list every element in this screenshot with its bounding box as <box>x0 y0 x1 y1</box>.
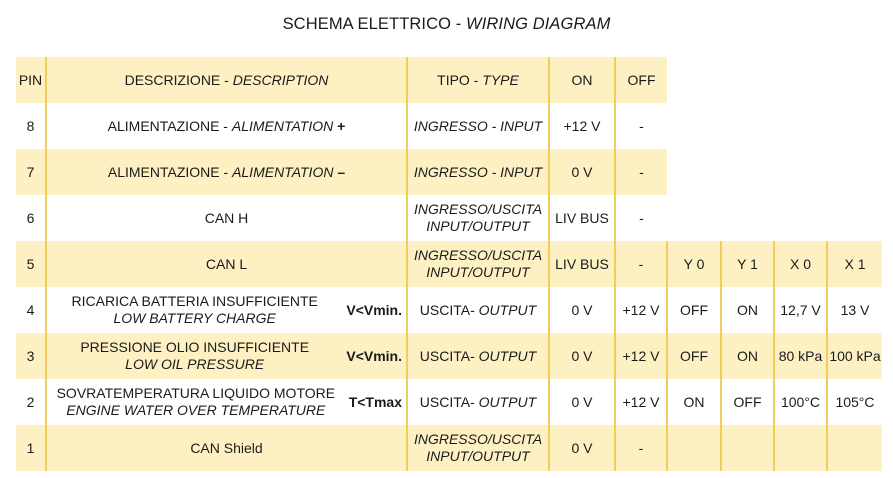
type-cell: USCITA- OUTPUT <box>407 379 549 425</box>
type-cell: INGRESSO - INPUT <box>407 149 549 195</box>
table-row <box>16 103 882 149</box>
header-type: TIPO - TYPE <box>407 57 549 103</box>
off-cell: - <box>615 241 667 287</box>
wiring-table <box>16 57 882 471</box>
on-cell: 0 V <box>549 425 615 471</box>
on-cell: 0 V <box>549 333 615 379</box>
type-cell: INGRESSO/USCITA INPUT/OUTPUT <box>407 425 549 471</box>
off-cell: +12 V <box>615 379 667 425</box>
off-cell: - <box>615 149 667 195</box>
pin-cell: 2 <box>16 379 46 425</box>
x0-header: X 0 <box>774 241 827 287</box>
x1-cell <box>827 425 882 471</box>
description-cell: CAN L <box>46 241 407 287</box>
off-cell: - <box>615 195 667 241</box>
table-header-row <box>16 57 882 103</box>
y1-cell: ON <box>721 287 774 333</box>
off-cell: +12 V <box>615 287 667 333</box>
table-row <box>16 241 882 287</box>
x1-cell: 13 V <box>827 287 882 333</box>
type-cell: USCITA- OUTPUT <box>407 287 549 333</box>
header-off: OFF <box>615 57 667 103</box>
on-cell: +12 V <box>549 103 615 149</box>
x1-cell: 105°C <box>827 379 882 425</box>
condition-label: V<Vmin. <box>346 301 402 318</box>
table-row <box>16 425 882 471</box>
pin-cell: 6 <box>16 195 46 241</box>
header-pin: PIN <box>16 57 46 103</box>
on-cell: 0 V <box>549 287 615 333</box>
y1-cell <box>721 425 774 471</box>
off-cell: - <box>615 425 667 471</box>
x0-cell: 80 kPa <box>774 333 827 379</box>
description-cell: ALIMENTAZIONE - ALIMENTATION – <box>46 149 407 195</box>
pin-cell: 3 <box>16 333 46 379</box>
off-cell: +12 V <box>615 333 667 379</box>
pin-cell: 4 <box>16 287 46 333</box>
table-row <box>16 149 882 195</box>
x0-cell: 12,7 V <box>774 287 827 333</box>
page-title: SCHEMA ELETTRICO - WIRING DIAGRAM <box>282 15 611 33</box>
description-cell: RICARICA BATTERIA INSUFFICIENTE LOW BATTERY CHARGE V<Vmin. <box>46 287 407 333</box>
description-cell: ALIMENTAZIONE - ALIMENTATION + <box>46 103 407 149</box>
y0-cell: OFF <box>667 333 721 379</box>
description-cell: CAN H <box>46 195 407 241</box>
type-cell: INGRESSO/USCITA INPUT/OUTPUT <box>407 195 549 241</box>
pin-cell: 8 <box>16 103 46 149</box>
type-cell: INGRESSO/USCITA INPUT/OUTPUT <box>407 241 549 287</box>
table-row <box>16 379 882 425</box>
header-on: ON <box>549 57 615 103</box>
y1-cell: ON <box>721 333 774 379</box>
on-cell: LIV BUS <box>549 195 615 241</box>
y0-cell <box>667 425 721 471</box>
x0-cell: 100°C <box>774 379 827 425</box>
table-row <box>16 333 882 379</box>
pin-cell: 5 <box>16 241 46 287</box>
type-cell: USCITA- OUTPUT <box>407 333 549 379</box>
x1-header: X 1 <box>827 241 882 287</box>
x1-cell: 100 kPa <box>827 333 882 379</box>
y1-cell: OFF <box>721 379 774 425</box>
pin-cell: 7 <box>16 149 46 195</box>
on-cell: 0 V <box>549 379 615 425</box>
y1-header: Y 1 <box>721 241 774 287</box>
y0-header: Y 0 <box>667 241 721 287</box>
on-cell: 0 V <box>549 149 615 195</box>
table-row <box>16 195 882 241</box>
description-cell: SOVRATEMPERATURA LIQUIDO MOTORE ENGINE WATER OVER TEMPERATURE T<Tmax <box>46 379 407 425</box>
off-cell: - <box>615 103 667 149</box>
table-row <box>16 287 882 333</box>
y0-cell: OFF <box>667 287 721 333</box>
condition-label: T<Tmax <box>348 393 402 410</box>
on-cell: LIV BUS <box>549 241 615 287</box>
pin-cell: 1 <box>16 425 46 471</box>
y0-cell: ON <box>667 379 721 425</box>
type-cell: INGRESSO - INPUT <box>407 103 549 149</box>
condition-label: V<Vmin. <box>346 347 402 364</box>
description-cell: CAN Shield <box>46 425 407 471</box>
description-cell: PRESSIONE OLIO INSUFFICIENTE LOW OIL PRESSURE V<Vmin. <box>46 333 407 379</box>
header-description: DESCRIZIONE - DESCRIPTION <box>46 57 407 103</box>
x0-cell <box>774 425 827 471</box>
